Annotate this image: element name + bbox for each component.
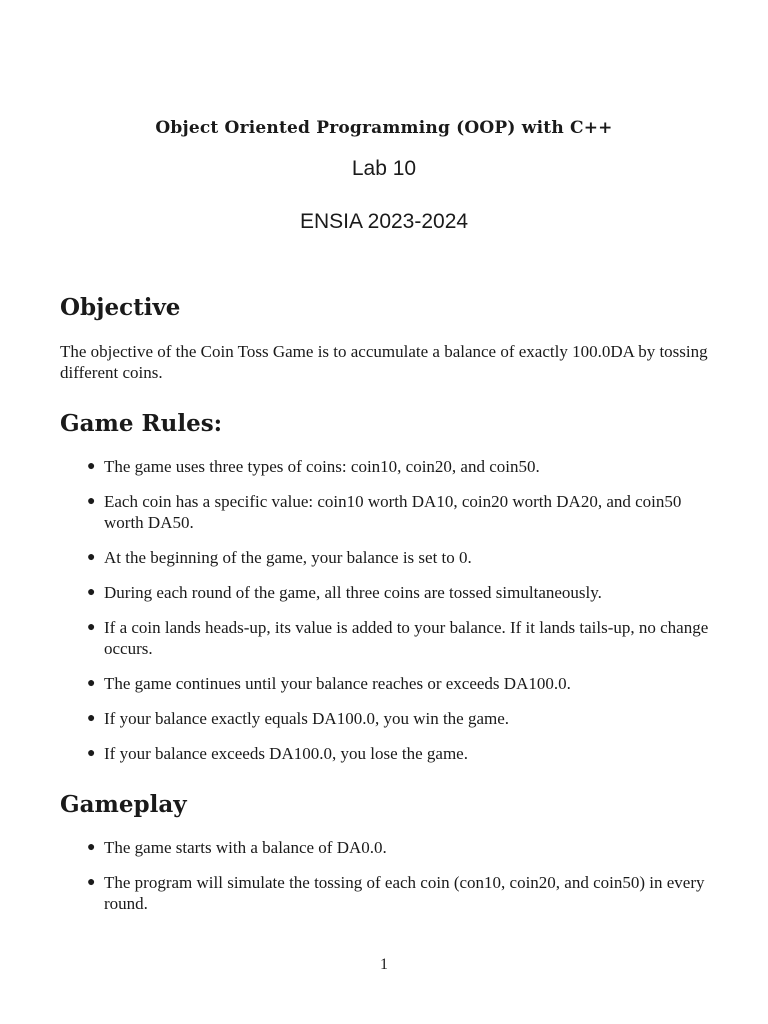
bullet-icon: ● xyxy=(87,711,96,726)
course-title: Object Oriented Programming (OOP) with C++ xyxy=(155,118,613,138)
bullet-icon: ● xyxy=(87,459,96,474)
bullet-icon: ● xyxy=(87,746,96,761)
bullet-icon: ● xyxy=(87,676,96,691)
rule-text: Each coin has a specific value: coin10 worth DA10, coin20 worth DA20, and coin50 worth DA50. xyxy=(104,492,682,532)
gameplay-text: The program will simulate the tossing of each coin (con10, coin20, and coin50) in every round. xyxy=(104,873,705,913)
rule-text: At the beginning of the game, your balance is set to 0. xyxy=(104,548,472,567)
list-item xyxy=(0,837,716,858)
list-item xyxy=(0,743,716,764)
bullet-icon: ● xyxy=(87,875,96,890)
game-rules-list xyxy=(0,456,716,778)
gameplay-heading: Gameplay xyxy=(60,791,187,818)
list-item xyxy=(0,673,716,694)
objective-text: The objective of the Coin Toss Game is to accumulate a balance of exactly 100.0DA by tossing different coins. xyxy=(60,342,708,382)
school-title: ENSIA 2023-2024 xyxy=(299,210,469,233)
list-item xyxy=(0,456,716,477)
list-item xyxy=(0,491,716,533)
gameplay-list xyxy=(0,837,716,928)
list-item xyxy=(0,617,716,659)
list-item xyxy=(0,547,716,568)
bullet-icon: ● xyxy=(87,585,96,600)
list-item xyxy=(0,582,716,603)
rule-text: If a coin lands heads-up, its value is added to your balance. If it lands tails-up, no change occurs. xyxy=(104,618,709,658)
objective-heading: Objective xyxy=(60,294,181,321)
list-item xyxy=(0,708,716,729)
bullet-icon: ● xyxy=(87,550,96,565)
lab-title: Lab 10 xyxy=(351,157,417,180)
bullet-icon: ● xyxy=(87,620,96,635)
rule-text: If your balance exactly equals DA100.0, you win the game. xyxy=(104,709,510,728)
rule-text: During each round of the game, all three coins are tossed simultaneously. xyxy=(104,583,602,602)
page-number: 1 xyxy=(380,956,388,973)
rule-text: The game uses three types of coins: coin10, coin20, and coin50. xyxy=(104,457,540,476)
list-item xyxy=(0,872,716,914)
rule-text: If your balance exceeds DA100.0, you lose the game. xyxy=(104,744,468,763)
bullet-icon: ● xyxy=(87,840,96,855)
rule-text: The game continues until your balance reaches or exceeds DA100.0. xyxy=(104,674,571,693)
bullet-icon: ● xyxy=(87,494,96,509)
game-rules-heading: Game Rules: xyxy=(60,410,223,437)
gameplay-text: The game starts with a balance of DA0.0. xyxy=(104,838,387,857)
